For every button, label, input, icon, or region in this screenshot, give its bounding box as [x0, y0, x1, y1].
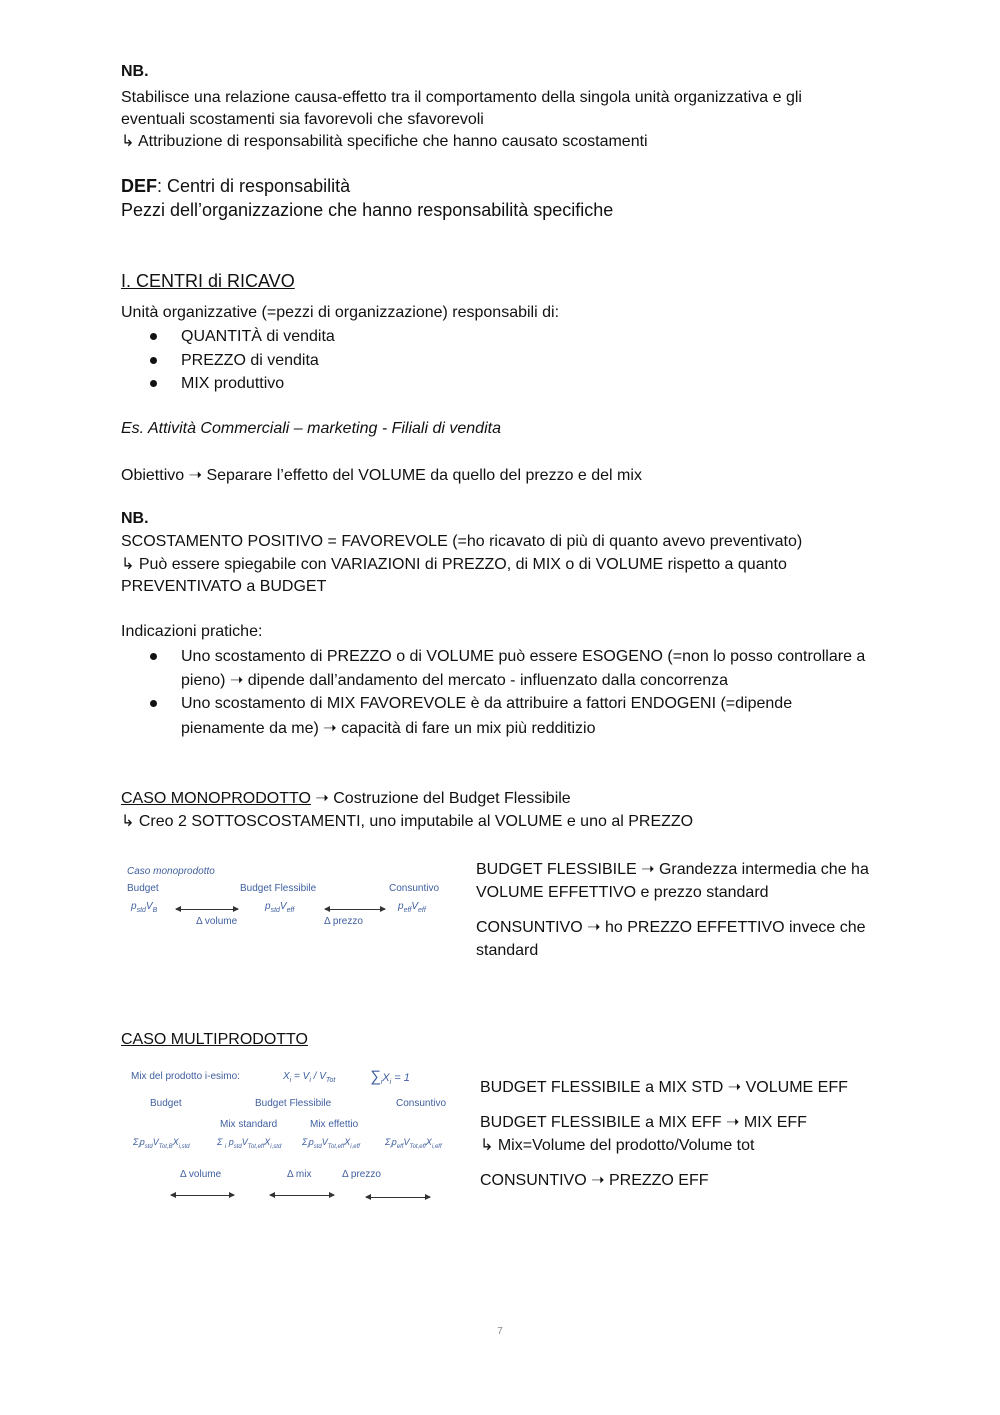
mono-heading-text: ➝ Costruzione del Budget Flessibile	[310, 790, 571, 807]
multi-right-text: BUDGET FLESSIBILE a MIX EFF ➝ MIX EFF	[480, 1114, 807, 1131]
figure-budget-flex-label: Budget Flessibile	[255, 1098, 332, 1109]
mono-right-text: standard	[476, 942, 539, 959]
indicazioni-title: Indicazioni pratiche:	[121, 623, 263, 640]
multi-heading: CASO MULTIPRODOTTO	[121, 1031, 308, 1048]
double-arrow-icon	[325, 909, 385, 910]
def-label: DEF	[121, 176, 157, 196]
bullet-dot	[150, 700, 157, 707]
mono-right-text: CONSUNTIVO ➝ ho PREZZO EFFETTIVO invece che	[476, 919, 866, 936]
figure-budget-label: Budget	[150, 1098, 182, 1109]
nb-text-line: ↳ Attribuzione di responsabilità specifiche che hanno causato scostamenti	[121, 133, 648, 150]
figure-formula: $p_{std}V_B$	[131, 901, 158, 914]
nb-text-line: PREVENTIVATO a BUDGET	[121, 578, 327, 595]
def-title-text: : Centri di responsabilità	[157, 176, 351, 196]
bullet-dot	[150, 653, 157, 660]
figure-formula: $\Sigma_ip_{std}V_{Tot,B}X_{i,std}$	[133, 1137, 190, 1150]
mono-right-text: BUDGET FLESSIBILE ➝ Grandezza intermedia che ha	[476, 861, 869, 878]
example-text: Es. Attività Commerciali – marketing - Filiali di vendita	[121, 420, 501, 437]
figure-formula: Σ $_i$ $p_{std}V_{Tot,eff}X_{i,std}$	[217, 1137, 282, 1150]
nb-text-line: ↳ Può essere spiegabile con VARIAZIONI di PREZZO, di MIX o di VOLUME rispetto a quanto	[121, 556, 787, 573]
bullet-dot	[150, 380, 157, 387]
figure-mix-formula: $X_i = V_i / V_{Tot}$	[283, 1071, 336, 1084]
list-item: QUANTITÀ di vendita	[181, 328, 335, 345]
figure-delta-prezzo: Δ prezzo	[342, 1169, 381, 1180]
figure-delta-volume: Δ volume	[180, 1169, 222, 1180]
figure-consuntivo-label: Consuntivo	[396, 1098, 447, 1109]
figure-delta-prezzo: Δ prezzo	[324, 916, 363, 927]
list-item: Uno scostamento di PREZZO o di VOLUME può essere ESOGENO (=non lo posso controllare a	[181, 648, 866, 665]
figure-formula: $p_{std}V_{eff}$	[265, 901, 295, 914]
mono-subtext: ↳ Creo 2 SOTTOSCOSTAMENTI, uno imputabile al VOLUME e uno al PREZZO	[121, 813, 694, 830]
double-arrow-icon	[270, 1195, 334, 1196]
figure-title: Caso monoprodotto	[127, 866, 215, 877]
figure-formula: $\Sigma_ip_{std}V_{Tot,eff}X_{i,eff}$	[302, 1137, 360, 1150]
page-number: 7	[497, 1326, 503, 1337]
def-text: Pezzi dell’organizzazione che hanno responsabilità specifiche	[121, 200, 614, 220]
figure-mix-effettivo: Mix effettio	[310, 1119, 359, 1130]
figure-delta-volume: Δ volume	[196, 916, 238, 927]
figure-budget-flex-label: Budget Flessibile	[240, 883, 317, 894]
bullet-dot	[150, 357, 157, 364]
figure-consuntivo-label: Consuntivo	[389, 883, 440, 894]
section-heading: I. CENTRI di RICAVO	[121, 271, 295, 291]
def-title	[121, 174, 350, 198]
multi-right-text: ↳ Mix=Volume del prodotto/Volume tot	[480, 1137, 755, 1154]
figure-sum-formula: $\sum_iX_i = 1$	[370, 1068, 410, 1087]
figure-delta-mix: Δ mix	[287, 1169, 312, 1180]
double-arrow-icon	[176, 909, 238, 910]
figure-formula: $p_{eff}V_{eff}$	[398, 901, 426, 914]
list-item-continuation: pieno) ➝ dipende dall’andamento del mercato - influenzato dalla concorrenza	[181, 672, 729, 689]
figure-formula: $\Sigma_ip_{eff}V_{Tot,eff}X_{i,eff}$	[385, 1137, 442, 1150]
nb-text-line: eventuali scostamenti sia favorevoli che sfavorevoli	[121, 111, 484, 128]
intro-text: Unità organizzative (=pezzi di organizzazione) responsabili di:	[121, 304, 560, 321]
double-arrow-icon	[171, 1195, 234, 1196]
figure-mix-standard: Mix standard	[220, 1119, 278, 1130]
nb-text-line: Stabilisce una relazione causa-effetto tra il comportamento della singola unità organizzativa e gli	[121, 89, 802, 106]
list-item: MIX produttivo	[181, 375, 285, 392]
list-item: Uno scostamento di MIX FAVOREVOLE è da attribuire a fattori ENDOGENI (=dipende	[181, 695, 793, 712]
figure-budget-label: Budget	[127, 883, 159, 894]
list-item-continuation: pienamente da me) ➝ capacità di fare un mix più redditizio	[181, 720, 596, 737]
figure-mix-label: Mix del prodotto i-esimo:	[131, 1071, 240, 1082]
mono-heading	[121, 788, 571, 810]
objective-text: Obiettivo ➝ Separare l’effetto del VOLUME da quello del prezzo e del mix	[121, 467, 642, 484]
mono-right-text: VOLUME EFFETTIVO e prezzo standard	[476, 884, 769, 901]
double-arrow-icon	[366, 1197, 430, 1198]
nb-text-line: SCOSTAMENTO POSITIVO = FAVOREVOLE (=ho ricavato di più di quanto avevo preventivato)	[121, 533, 803, 550]
multi-right-text: CONSUNTIVO ➝ PREZZO EFF	[480, 1172, 709, 1189]
nb-label: NB.	[121, 510, 149, 527]
multi-right-text: BUDGET FLESSIBILE a MIX STD ➝ VOLUME EFF	[480, 1079, 848, 1096]
list-item: PREZZO di vendita	[181, 352, 319, 369]
bullet-dot	[150, 333, 157, 340]
mono-heading-label: CASO MONOPRODOTTO	[121, 790, 311, 807]
nb-label: NB.	[121, 63, 149, 80]
